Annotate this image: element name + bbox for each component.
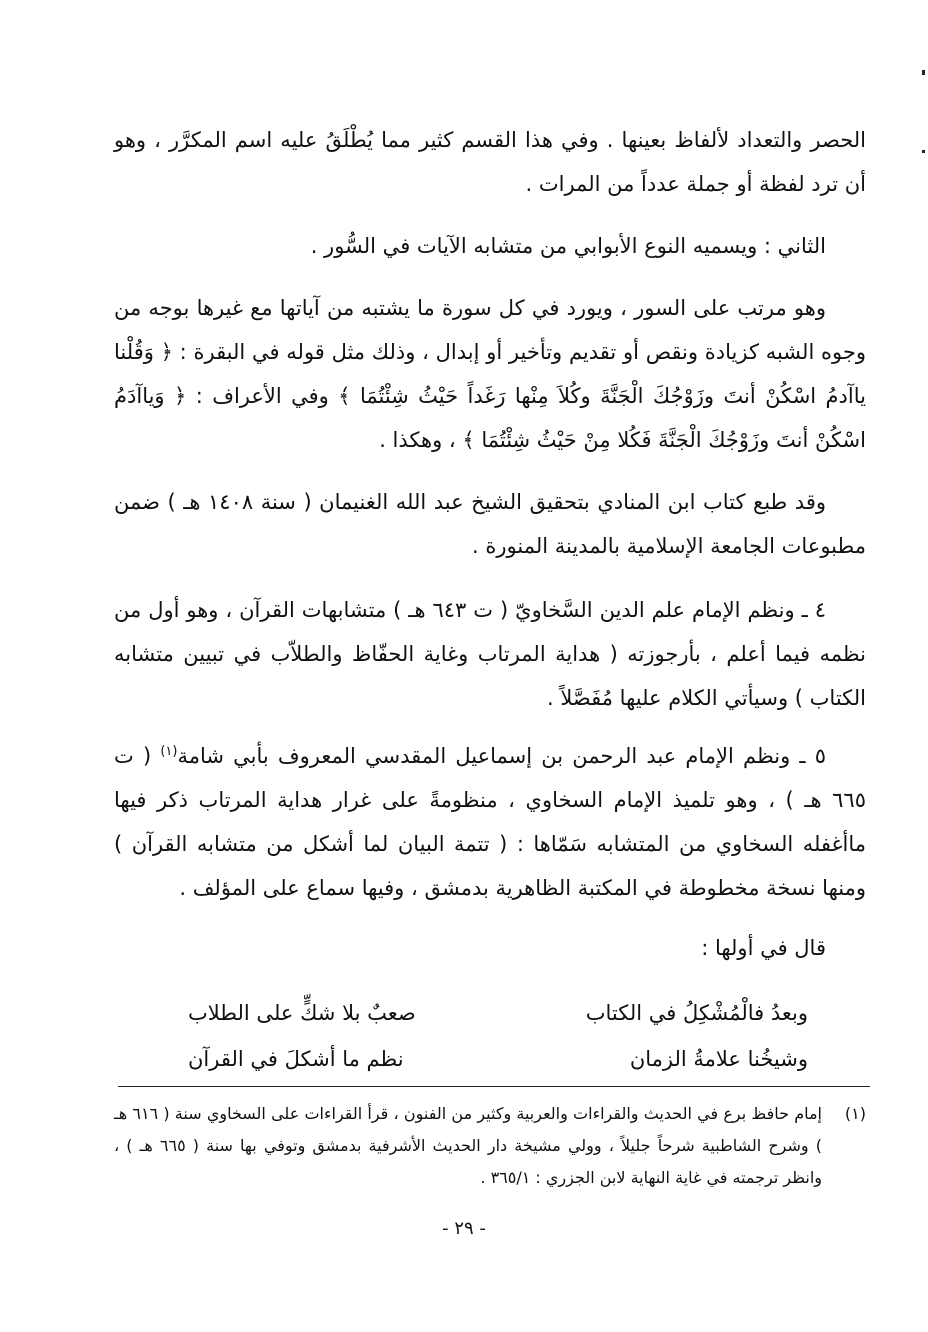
paragraph-printing	[114, 480, 866, 568]
scan-artifact-mark	[922, 150, 925, 153]
paragraph-item-5	[114, 734, 866, 910]
paragraph-text: الثاني : ويسميه النوع الأبوابي من متشابه الآيات في السُّور .	[310, 234, 826, 258]
paragraph-text: الحصر والتعداد لألفاظ بعينها . وفي هذا القسم كثير مما يُطْلَقُ عليه اسم المكرَّر ، وهو أن ترد لفظة أو جملة عدداً من المرات .	[114, 128, 866, 196]
poem-second-hemistich: نظم ما أشكلَ في القرآن	[188, 1047, 404, 1071]
paragraph-continuation	[114, 118, 866, 206]
page-number: - ٢٩ -	[442, 1218, 486, 1239]
paragraph-text-start: ٥ ـ ونظم الإمام عبد الرحمن بن إسماعيل المقدسي المعروف بأبي شامة	[177, 744, 826, 768]
footnote	[114, 1098, 866, 1194]
poem-verse	[188, 1036, 808, 1082]
poem-second-hemistich: صعبٌ بلا شكٍّ على الطلاب	[188, 1001, 416, 1025]
poem-verse	[188, 990, 808, 1036]
footnote-divider	[118, 1086, 870, 1087]
paragraph-second-type	[114, 224, 866, 268]
scan-artifact-mark	[922, 70, 925, 75]
footnote-text: إمام حافظ برع في الحديث والقراءات والعربية وكثير من الفنون ، قرأ القراءات على السخاوي سنة ( ٦١٦ هـ ) وشرح الشاطبية شرحاً جليلاً ، وولي مشيخة دار الحديث الأشرفية بدمشق وتوفي بها سنة ( ٦٦٥ هـ ) ، وانظر ترجمته في غاية النهاية لابن الجزري : ٣٦٥/١ .	[114, 1104, 822, 1187]
paragraph-text: ٤ ـ ونظم الإمام علم الدين السَّخاويّ ( ت ٦٤٣ هـ ) متشابهات القرآن ، وهو أول من نظمه فيما أعلم ، بأرجوزته ( هداية المرتاب وغاية الحفّاظ والطلاّب في تبيين متشابه الكتاب ) وسيأتي الكلام عليها مُفَصَّلاً .	[114, 598, 866, 710]
paragraph-item-4	[114, 588, 866, 720]
poem-first-hemistich: وبعدُ فالْمُشْكِلُ في الكتاب	[585, 1001, 808, 1025]
poem-first-hemistich: وشيخُنا علامةُ الزمان	[629, 1047, 808, 1071]
paragraph-description	[114, 286, 866, 462]
footnote-marker: (١)	[844, 1104, 866, 1123]
paragraph-text	[114, 734, 866, 910]
paragraph-poem-intro	[114, 926, 866, 970]
paragraph-text: قال في أولها :	[701, 936, 826, 960]
footnote-reference[interactable]: (١)	[160, 744, 178, 759]
paragraph-text: وهو مرتب على السور ، ويورد في كل سورة ما يشتبه من آياتها مع غيرها بوجه من وجوه الشبه كزيادة ونقص أو تقديم وتأخير أو إبدال ، وذلك مثل قوله في البقرة : ﴿ وَقُلْنا ياآدمُ اسْكُنْ أنتَ وزَوْجُكَ الْجَنَّةَ وكُلاَ مِنْها رَغَداً حَيْثُ شِئْتُمَا ﴾ وفي الأعراف : ﴿ وَياآدَمُ اسْكُنْ أنتَ وزَوْجُكَ الْجَنَّةَ فَكُلا مِنْ حَيْثُ شِئْتُمَا ﴾ ، وهكذا .	[114, 296, 866, 452]
paragraph-text-rest: ( ت ٦٦٥ هـ ) ، وهو تلميذ الإمام السخاوي ، منظومةً على غرار هداية المرتاب ذكر فيها ماأغفله السخاوي من المتشابه سَمّاها : ( تتمة البيان لما أشكل من متشابه القرآن ) ومنها نسخة مخطوطة في المكتبة الظاهرية بدمشق ، وفيها سماع على المؤلف .	[114, 744, 866, 900]
paragraph-text: وقد طبع كتاب ابن المنادي بتحقيق الشيخ عبد الله الغنيمان ( سنة ١٤٠٨ هـ ) ضمن مطبوعات الجامعة الإسلامية بالمدينة المنورة .	[114, 490, 866, 558]
poem	[188, 990, 808, 1082]
